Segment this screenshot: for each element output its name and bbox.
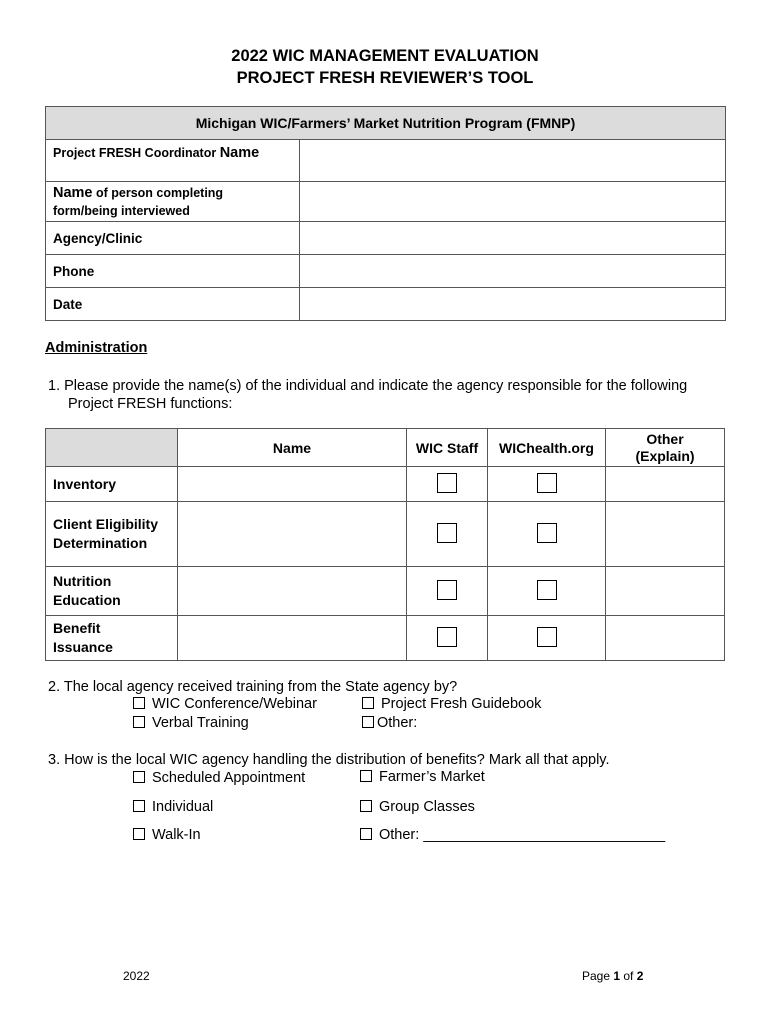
nutrition-wic-staff-checkbox[interactable]: [437, 580, 457, 600]
date-field[interactable]: [299, 288, 725, 321]
info-table-header: Michigan WIC/Farmers’ Market Nutrition Program (FMNP): [46, 107, 726, 140]
question-2: 2. The local agency received training from the State agency by?: [48, 679, 458, 695]
col-header-wic-staff: WIC Staff: [407, 429, 488, 467]
col-header-other: Other (Explain): [606, 429, 725, 467]
question-3: 3. How is the local WIC agency handling the distribution of benefits? Mark all that apply.: [48, 752, 610, 768]
eligibility-name-field[interactable]: [178, 502, 407, 567]
info-table: [45, 106, 726, 321]
row-label-inventory: Inventory: [46, 467, 178, 502]
footer-page-number: Page 1 of 2: [582, 969, 644, 983]
eligibility-wic-staff-checkbox[interactable]: [437, 523, 457, 543]
coordinator-name-field[interactable]: [299, 140, 725, 182]
footer-year: 2022: [123, 969, 150, 983]
checkbox-icon[interactable]: [360, 828, 372, 840]
option-farmers-market[interactable]: Farmer’s Market: [360, 769, 485, 785]
eligibility-other-field[interactable]: [606, 502, 725, 567]
phone-label: Phone: [46, 255, 300, 288]
page-title: 2022 WIC MANAGEMENT EVALUATION: [231, 47, 539, 65]
row-label-nutrition-education: Nutrition Education: [46, 567, 178, 616]
option-group-classes[interactable]: Group Classes: [360, 799, 475, 815]
phone-field[interactable]: [299, 255, 725, 288]
checkbox-icon[interactable]: [133, 800, 145, 812]
functions-table: [45, 428, 725, 661]
checkbox-icon[interactable]: [133, 716, 145, 728]
option-verbal-training[interactable]: Verbal Training: [133, 715, 249, 731]
agency-clinic-field[interactable]: [299, 222, 725, 255]
person-completing-label: Name of person completing form/being interviewed: [46, 182, 300, 222]
row-label-benefit-issuance: Benefit Issuance: [46, 616, 178, 661]
question-1-line2: Project FRESH functions:: [68, 396, 233, 412]
benefit-wic-staff-checkbox[interactable]: [437, 627, 457, 647]
page-subtitle: PROJECT FRESH REVIEWER’S TOOL: [236, 69, 534, 87]
col-header-name: Name: [178, 429, 407, 467]
inventory-other-field[interactable]: [606, 467, 725, 502]
row-label-client-eligibility: Client Eligibility Determination: [46, 502, 178, 567]
checkbox-icon[interactable]: [360, 770, 372, 782]
option-wic-conference[interactable]: WIC Conference/Webinar: [133, 696, 317, 712]
checkbox-icon[interactable]: [133, 697, 145, 709]
inventory-wic-staff-checkbox[interactable]: [437, 473, 457, 493]
checkbox-icon[interactable]: [133, 828, 145, 840]
nutrition-wichealth-checkbox[interactable]: [537, 580, 557, 600]
option-walk-in[interactable]: Walk-In: [133, 827, 201, 843]
eligibility-wichealth-checkbox[interactable]: [537, 523, 557, 543]
functions-corner-cell: [46, 429, 178, 467]
option-project-fresh-guidebook[interactable]: Project Fresh Guidebook: [362, 696, 541, 712]
benefit-name-field[interactable]: [178, 616, 407, 661]
nutrition-other-field[interactable]: [606, 567, 725, 616]
person-completing-field[interactable]: [299, 182, 725, 222]
checkbox-icon[interactable]: [133, 771, 145, 783]
benefit-other-field[interactable]: [606, 616, 725, 661]
question-1-line1: 1. Please provide the name(s) of the individual and indicate the agency responsible for the following: [48, 378, 688, 394]
checkbox-icon[interactable]: [362, 697, 374, 709]
checkbox-icon[interactable]: [360, 800, 372, 812]
inventory-wichealth-checkbox[interactable]: [537, 473, 557, 493]
benefit-wichealth-checkbox[interactable]: [537, 627, 557, 647]
agency-clinic-label: Agency/Clinic: [46, 222, 300, 255]
option-scheduled-appointment[interactable]: Scheduled Appointment: [133, 770, 305, 786]
date-label: Date: [46, 288, 300, 321]
section-administration: Administration: [45, 340, 148, 356]
inventory-name-field[interactable]: [178, 467, 407, 502]
option-training-other[interactable]: Other:: [362, 715, 417, 731]
col-header-wichealth: WIChealth.org: [488, 429, 606, 467]
coordinator-label: Project FRESH Coordinator Name: [46, 140, 300, 182]
option-individual[interactable]: Individual: [133, 799, 213, 815]
checkbox-icon[interactable]: [362, 716, 374, 728]
nutrition-name-field[interactable]: [178, 567, 407, 616]
option-distribution-other[interactable]: Other: ______________________________: [360, 827, 665, 843]
